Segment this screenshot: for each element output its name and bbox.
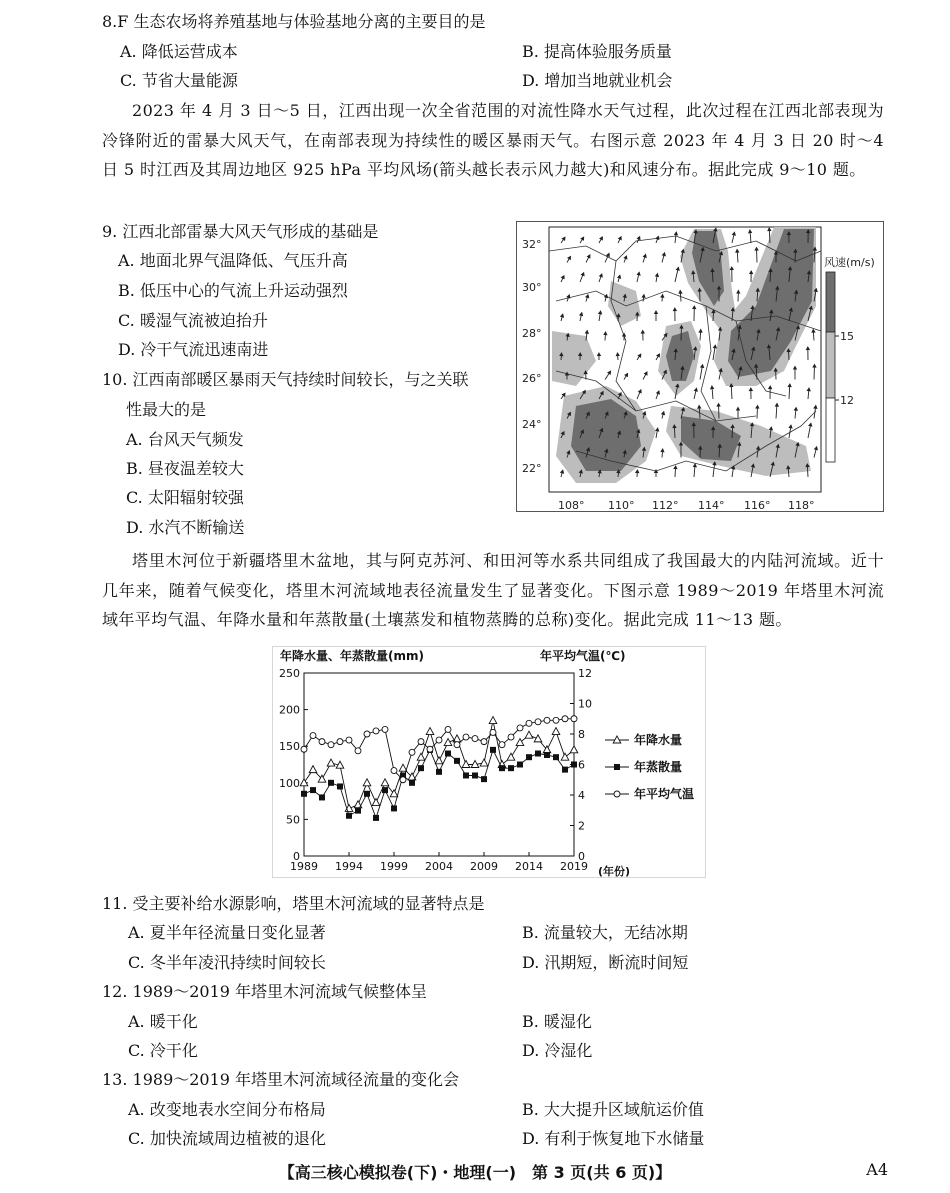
q9-option-c: C. 暖湿气流被迫抬升 [118, 311, 268, 330]
data-point-circle [499, 742, 505, 748]
left-tick-label: 50 [286, 813, 300, 827]
data-point-circle [463, 734, 469, 740]
data-point-circle [535, 719, 541, 725]
data-point-square [454, 758, 460, 764]
q10-stem-line2: 性最大的是 [126, 400, 207, 419]
data-point-circle [373, 728, 379, 734]
data-point-circle [346, 737, 352, 743]
right-tick-label: 10 [578, 697, 592, 711]
q8-option-b: B. 提高体验服务质量 [522, 42, 672, 61]
q11-option-d: D. 汛期短，断流时间短 [522, 953, 689, 972]
data-point-square [355, 808, 361, 814]
q10-option-d: D. 水汽不断输送 [126, 518, 245, 537]
data-point-square [490, 747, 496, 753]
lat-label-28: 28° [522, 327, 542, 340]
data-point-circle [553, 717, 559, 723]
q13-option-b: B. 大大提升区域航运价值 [522, 1100, 704, 1119]
q10-option-a: A. 台风天气频发 [126, 430, 244, 449]
data-point-square [301, 791, 307, 797]
lon-label-110: 110° [608, 499, 635, 512]
x-tick-label: 1994 [335, 860, 363, 873]
right-tick-label: 2 [578, 819, 585, 833]
q11-option-a: A. 夏半年径流量日变化显著 [128, 923, 326, 942]
lat-label-22: 22° [522, 462, 542, 475]
left-tick-label: 0 [293, 850, 300, 863]
legend-weak [826, 398, 835, 462]
data-point-square [382, 787, 388, 793]
data-point-square [562, 767, 568, 773]
wind-field-map [516, 221, 884, 512]
data-point-square [409, 780, 415, 786]
q11-stem: 11. 受主要补给水源影响，塔里木河流域的显著特点是 [102, 894, 485, 913]
data-point-square [445, 751, 451, 757]
q8-stem: 8.F 生态农场将养殖基地与体验基地分离的主要目的是 [102, 12, 486, 31]
q9-option-d: D. 冷干气流迅速南进 [118, 340, 269, 359]
legend-strong [826, 272, 835, 332]
q8-option-c: C. 节省大量能源 [120, 71, 238, 90]
data-point-circle [436, 737, 442, 743]
x-tick-label: 2019 [560, 860, 588, 873]
data-point-square [391, 805, 397, 811]
legend-marker-square [614, 764, 620, 770]
left-tick-label: 100 [279, 776, 300, 790]
data-point-circle [508, 734, 514, 740]
q13-option-a: A. 改变地表水空间分布格局 [128, 1100, 326, 1119]
q10-option-b: B. 昼夜温差较大 [126, 459, 244, 478]
right-tick-label: 0 [578, 850, 585, 863]
data-point-circle [355, 748, 361, 754]
q10-stem-line1: 10. 江西南部暖区暴雨天气持续时间较长，与之关联 [102, 370, 469, 389]
x-tick-label: 1999 [380, 860, 408, 873]
lon-label-114: 114° [698, 499, 725, 512]
q10-option-c: C. 太阳辐射较强 [126, 488, 244, 507]
data-point-circle [400, 777, 406, 783]
left-tick-label: 150 [279, 740, 300, 754]
data-point-circle [364, 731, 370, 737]
x-tick-label: 2009 [470, 860, 498, 873]
data-point-circle [445, 726, 451, 732]
data-point-square [319, 794, 325, 800]
q9-stem: 9. 江西北部雷暴大风天气形成的基础是 [102, 222, 379, 241]
data-point-circle [409, 749, 415, 755]
data-point-square [481, 776, 487, 782]
x-axis-title: (年份) [598, 865, 631, 878]
data-point-square [508, 765, 514, 771]
data-point-circle [337, 739, 343, 745]
data-point-square [571, 762, 577, 768]
q11-option-b: B. 流量较大，无结冰期 [522, 923, 688, 942]
data-point-circle [382, 726, 388, 732]
q12-option-a: A. 暖干化 [128, 1012, 198, 1031]
right-tick-label: 6 [578, 758, 585, 772]
data-point-circle [301, 746, 307, 752]
q12-option-c: C. 冷干化 [128, 1041, 198, 1060]
legend-marker-circle [614, 791, 620, 797]
q9-option-a: A. 地面北界气温降低、气压升高 [118, 251, 348, 270]
data-point-square [499, 765, 505, 771]
data-point-circle [391, 768, 397, 774]
data-point-square [535, 751, 541, 757]
data-point-circle [571, 716, 577, 722]
data-point-square [436, 769, 442, 775]
right-tick-label: 4 [578, 789, 585, 802]
q8-option-a: A. 降低运营成本 [120, 42, 238, 61]
lon-label-108: 108° [558, 499, 585, 512]
tarim-climate-chart [272, 646, 706, 878]
data-point-square [526, 754, 532, 760]
x-tick-label: 2014 [515, 860, 543, 873]
q12-option-b: B. 暖湿化 [522, 1012, 592, 1031]
data-point-circle [481, 739, 487, 745]
legend-label-12: 12 [840, 394, 854, 407]
data-point-circle [490, 729, 496, 735]
lat-label-32: 32° [522, 238, 542, 251]
left-axis-title: 年降水量、年蒸散量(mm) [280, 649, 424, 663]
data-point-circle [328, 742, 334, 748]
lat-label-30: 30° [522, 281, 542, 294]
legend-label: 年降水量 [634, 733, 683, 747]
passage-tarim: 塔里木河位于新疆塔里木盆地，其与阿克苏河、和田河等水系共同组成了我国最大的内陆河流域。近十几年来，随着气候变化，塔里木河流域地表径流量发生了显著变化。下图示意 1989～2019 年塔里木河流域年平均气温、年降水量和年蒸散量(土壤蒸发和植物蒸腾的总称)变化。据此完成 11～13 题。 [102, 551, 884, 629]
x-tick-label: 1989 [290, 860, 318, 873]
data-point-square [328, 780, 334, 786]
q11-option-c: C. 冬半年凌汛持续时间较长 [128, 953, 326, 972]
q12-stem: 12. 1989～2019 年塔里木河流域气候整体呈 [102, 982, 428, 1001]
data-point-circle [310, 733, 316, 739]
legend-label: 年蒸散量 [634, 760, 683, 774]
q13-option-c: C. 加快流域周边植被的退化 [128, 1129, 326, 1148]
data-point-square [517, 762, 523, 768]
data-point-square [553, 754, 559, 760]
data-point-circle [472, 736, 478, 742]
data-point-square [364, 791, 370, 797]
right-axis-title: 年平均气温(℃) [540, 649, 626, 663]
lon-label-116: 116° [744, 499, 771, 512]
lon-label-118: 118° [788, 499, 815, 512]
data-point-square [472, 772, 478, 778]
data-point-square [310, 787, 316, 793]
q13-stem: 13. 1989～2019 年塔里木河流域径流量的变化会 [102, 1070, 460, 1089]
page-footer [0, 1160, 950, 1183]
legend-medium [826, 332, 835, 398]
lat-label-26: 26° [522, 372, 542, 385]
footer-text: 【高三核心模拟卷(下)・地理(一) 第 3 页(共 6 页)】 [278, 1163, 672, 1182]
data-point-circle [427, 746, 433, 752]
left-tick-label: 250 [279, 667, 300, 680]
q9-option-b: B. 低压中心的气流上升运动强烈 [118, 281, 348, 300]
data-point-square [337, 783, 343, 789]
legend-title: 风速(m/s) [824, 256, 875, 269]
data-point-square [544, 752, 550, 758]
data-point-square [346, 813, 352, 819]
x-tick-label: 2004 [425, 860, 453, 873]
lat-label-24: 24° [522, 418, 542, 431]
right-tick-label: 12 [578, 667, 592, 680]
data-point-circle [418, 739, 424, 745]
data-point-square [463, 772, 469, 778]
data-point-circle [517, 725, 523, 731]
q8-option-d: D. 增加当地就业机会 [522, 71, 673, 90]
left-tick-label: 200 [279, 703, 300, 717]
data-point-square [418, 765, 424, 771]
data-point-circle [526, 720, 532, 726]
wind-map-svg [516, 221, 884, 512]
paper-code: A4 [866, 1160, 888, 1179]
data-point-circle [544, 717, 550, 723]
passage-jiangxi: 2023 年 4 月 3 日～5 日，江西出现一次全省范围的对流性降水天气过程，此次过程在江西北部表现为冷锋附近的雷暴大风天气，在南部表现为持续性的暖区暴雨天气。右图示意 2023 年 4 月 3 日 20 时～4 日 5 时江西及其周边地区 925 hPa 平均风场(箭头越长表示风力越大)和风速分布。据此完成 9～10 题。 [102, 101, 884, 179]
data-point-circle [562, 716, 568, 722]
right-tick-label: 8 [578, 728, 585, 741]
q13-option-d: D. 有利于恢复地下水储量 [522, 1129, 705, 1148]
legend-label: 年平均气温 [634, 787, 695, 801]
lon-label-112: 112° [652, 499, 679, 512]
data-point-circle [454, 742, 460, 748]
q12-option-d: D. 冷湿化 [522, 1041, 593, 1060]
legend-label-15: 15 [840, 330, 854, 343]
data-point-square [373, 815, 379, 821]
chart-svg [272, 646, 706, 878]
data-point-circle [319, 739, 325, 745]
